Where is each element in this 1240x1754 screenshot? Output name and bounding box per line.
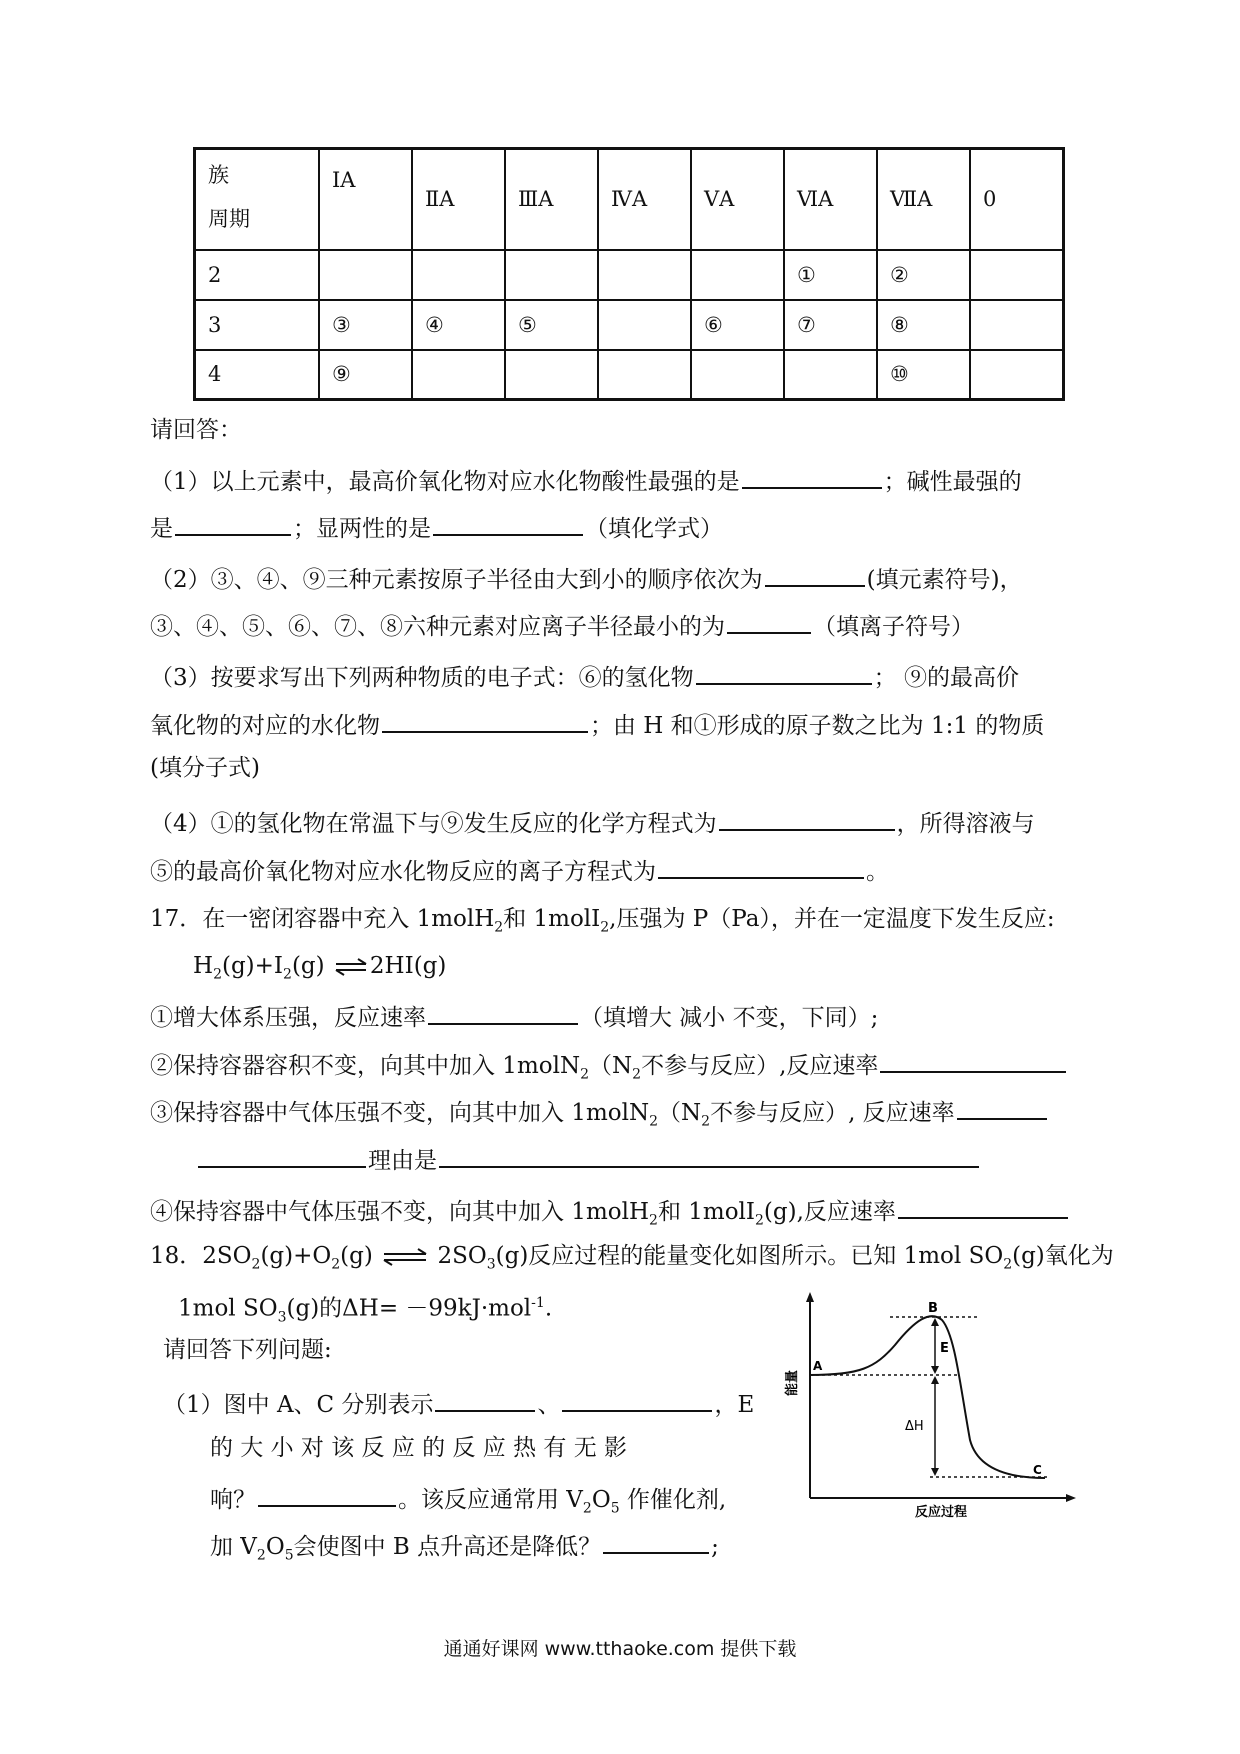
subscript: 2	[649, 1113, 659, 1130]
q16-p3-text: （3）按要求写出下列两种物质的电子式：⑥的氢化物	[150, 665, 694, 691]
subscript: 2	[649, 1212, 658, 1229]
superscript: -1	[531, 1295, 545, 1311]
subscript: 3	[277, 1309, 287, 1326]
x-axis-arrow-icon	[1066, 1494, 1076, 1502]
q17-item-text: （填增大 减小 不变，下同）;	[580, 1005, 879, 1031]
table-header-row	[195, 149, 1064, 250]
q18-p1-text: O	[591, 1487, 611, 1513]
answer-blank[interactable]	[898, 1193, 1068, 1219]
q16-part4-line1	[150, 805, 1035, 839]
table-cell	[970, 300, 1064, 350]
q17-item3-reason	[196, 1142, 981, 1176]
group-header: ⅦA	[877, 149, 970, 250]
group-header: ⅤA	[691, 149, 784, 250]
page-footer: 通通好课网 www.tthaoke.com 提供下载	[443, 1638, 797, 1660]
q17-item3	[150, 1094, 1049, 1137]
q17-item2	[150, 1047, 1068, 1090]
q17-item-text: 和 1molI	[657, 1199, 755, 1225]
q17-stem-text: ,压强为 P（Pa），并在一定温度下发生反应:	[609, 906, 1055, 932]
q16-part3-line3	[150, 753, 260, 783]
table-cell	[598, 350, 691, 400]
label-c: C	[1033, 1463, 1042, 1477]
q17-item-text: 理由是	[368, 1148, 437, 1174]
answer-blank[interactable]	[658, 853, 864, 879]
answer-blank[interactable]	[603, 1528, 709, 1554]
q16-p1-text: ；碱性最强的	[883, 469, 1022, 495]
table-cell: ④	[412, 300, 505, 350]
equilibrium-arrow-icon	[334, 958, 368, 976]
table-cell: ⑥	[691, 300, 784, 350]
subscript: 2	[580, 1066, 590, 1083]
q17-item-text: (g),反应速率	[763, 1199, 896, 1225]
q18-stem-text: (g)氧化为	[1012, 1243, 1114, 1269]
equation-text: (g)+I	[221, 953, 284, 979]
q16-p1-text: 是	[150, 516, 173, 542]
q18-p1-text: （1）图中 A、C 分别表示	[163, 1392, 434, 1418]
subscript: 2	[213, 966, 222, 983]
q16-p1-text: ；显两性的是	[293, 516, 431, 542]
corner-period-label: 周期	[208, 207, 250, 232]
e-arrow-up-icon	[931, 1318, 939, 1326]
q17-stem-text: 17．在一密闭容器中充入 1molH	[150, 906, 495, 932]
q16-part1-line1	[150, 463, 1022, 497]
q17-item-text: （N	[658, 1100, 702, 1126]
subscript: 5	[610, 1500, 620, 1517]
table-cell: ⑨	[319, 350, 412, 400]
table-cell	[598, 300, 691, 350]
answer-blank[interactable]	[696, 659, 872, 685]
period-cell: 4	[195, 350, 320, 400]
table-cell: ⑧	[877, 300, 970, 350]
q17-item-text: 不参与反应）, 反应速率	[710, 1100, 955, 1126]
table-cell: ⑦	[784, 300, 877, 350]
period-cell: 3	[195, 300, 320, 350]
table-cell	[412, 250, 505, 300]
answer-blank[interactable]	[428, 999, 578, 1025]
q16-p1-text: （1）以上元素中，最高价氧化物对应水化物酸性最强的是	[150, 469, 740, 495]
group-header: ⅣA	[598, 149, 691, 250]
group-header: ⅡA	[412, 149, 505, 250]
subscript: 2	[632, 1066, 642, 1083]
corner-group-label: 族	[208, 163, 229, 188]
q17-stem-text: 和 1molI	[503, 906, 601, 932]
subscript: 2	[256, 1547, 266, 1564]
q18-stem-text: (g)+O	[260, 1243, 332, 1269]
q18-part1-line1	[163, 1386, 754, 1420]
table-row	[195, 300, 1064, 350]
equation-text: 2HI(g)	[369, 953, 447, 979]
answer-blank[interactable]	[435, 1386, 535, 1412]
dh-arrow-up-icon	[931, 1376, 939, 1384]
q16-p3-text: ； ⑨的最高价	[873, 665, 1019, 691]
subscript: 2	[1003, 1256, 1013, 1273]
q17-item-text: ①增大体系压强，反应速率	[150, 1005, 426, 1031]
q18-p1-text: ;	[711, 1534, 719, 1560]
q17-stem	[150, 904, 1055, 943]
q17-item-text: （N	[589, 1053, 633, 1079]
table-cell	[970, 250, 1064, 300]
subscript: 2	[600, 919, 610, 936]
q18-p1-text: 作催化剂,	[619, 1487, 727, 1513]
table-row	[195, 350, 1064, 400]
q18-stem-text: (g)	[340, 1243, 373, 1269]
q17-item-text: 不参与反应）,反应速率	[641, 1053, 879, 1079]
q18-stem-text: 1mol SO	[178, 1295, 278, 1322]
answer-blank[interactable]	[382, 707, 588, 733]
subscript: 2	[494, 919, 504, 936]
q16-p4-text: （4）①的氢化物在常温下与⑨发生反应的化学方程式为	[150, 811, 717, 837]
subscript: 2	[582, 1500, 592, 1517]
dh-arrow-down-icon	[931, 1468, 939, 1476]
answer-blank[interactable]	[433, 510, 583, 536]
subscript: 2	[331, 1256, 341, 1273]
answer-blank[interactable]	[175, 510, 291, 536]
q16-p2-text: ③、④、⑤、⑥、⑦、⑧六种元素对应离子半径最小的为	[150, 614, 725, 640]
table-cell	[505, 250, 598, 300]
q17-equation	[193, 951, 446, 990]
table-cell: ②	[877, 250, 970, 300]
table-cell: ①	[784, 250, 877, 300]
q18-stem-text: (g)的ΔH= －99kJ·mol	[286, 1295, 532, 1322]
group-header: 0	[970, 149, 1064, 250]
table-cell	[784, 350, 877, 400]
q18-stem-line1	[150, 1241, 1114, 1280]
q16-intro-text: 请回答：	[150, 417, 242, 443]
y-axis-arrow-icon	[806, 1292, 814, 1302]
answer-blank[interactable]	[765, 561, 865, 587]
y-axis-label: 能量	[785, 1369, 800, 1396]
q18-p1-text: 会使图中 B 点升高还是降低？	[293, 1534, 602, 1560]
answer-blank[interactable]	[742, 463, 882, 489]
q18-stem-text: .	[544, 1295, 553, 1322]
q16-part3-line2	[150, 707, 1044, 741]
table-cell: ⑩	[877, 350, 970, 400]
q16-intro	[150, 415, 242, 445]
label-delta-h: ΔH	[905, 1419, 924, 1434]
q16-p2-text: （填离子符号）	[813, 614, 974, 640]
q16-part2-line1	[150, 561, 1023, 595]
period-cell: 2	[195, 250, 320, 300]
label-e: E	[940, 1341, 949, 1356]
q16-p4-text: ，所得溶液与	[896, 811, 1035, 837]
table-cell	[691, 350, 784, 400]
q18-stem-text: 18．2SO	[150, 1243, 252, 1269]
q18-stem-text: (g)反应过程的能量变化如图所示。已知 1mol SO	[495, 1243, 1004, 1269]
q17-item-text: ④保持容器中气体压强不变，向其中加入 1molH	[150, 1199, 650, 1225]
table-cell	[970, 350, 1064, 400]
subscript: 2	[701, 1113, 711, 1130]
equilibrium-arrow-icon	[382, 1248, 428, 1266]
q16-p2-text: (填元素符号)，	[866, 567, 1023, 593]
q16-part4-line2	[150, 853, 889, 887]
q18-intro-text: 请回答下列问题:	[163, 1337, 332, 1363]
q18-p1-text: 。该反应通常用 V	[398, 1487, 583, 1513]
q18-p1-text: 的 大 小 对 该 反 应 的 反 应 热 有 无 影	[210, 1435, 628, 1461]
answer-blank[interactable]	[727, 608, 811, 634]
q16-p3-text: ；由 H 和①形成的原子数之比为 1:1 的物质	[590, 713, 1045, 739]
q16-part1-line2	[150, 510, 723, 544]
q16-p3-text: 氧化物的对应的水化物	[150, 713, 380, 739]
e-arrow-down-icon	[931, 1366, 939, 1374]
answer-blank[interactable]	[258, 1481, 396, 1507]
answer-blank[interactable]	[719, 805, 895, 831]
q18-p1-text: 加 V	[210, 1534, 257, 1560]
q18-stem-text: 2SO	[437, 1243, 487, 1269]
q17-item-text: ②保持容器容积不变，向其中加入 1molN	[150, 1053, 581, 1079]
q18-part1-line4	[210, 1528, 719, 1571]
energy-curve	[810, 1316, 1045, 1478]
table-cell: ⑤	[505, 300, 598, 350]
table-cell	[598, 250, 691, 300]
subscript: 2	[283, 966, 292, 983]
q16-p2-text: （2）③、④、⑨三种元素按原子半径由大到小的顺序依次为	[150, 567, 763, 593]
q17-item1	[150, 999, 878, 1033]
answer-blank[interactable]	[562, 1386, 712, 1412]
table-corner-cell	[195, 149, 320, 250]
q18-stem-line2	[178, 1288, 552, 1332]
group-header: ⅥA	[784, 149, 877, 250]
label-b: B	[928, 1301, 938, 1316]
subscript: 2	[754, 1212, 764, 1229]
q16-p4-text: ⑤的最高价氧化物对应水化物反应的离子方程式为	[150, 859, 656, 885]
subscript: 5	[284, 1547, 294, 1564]
q16-p3-text: (填分子式)	[150, 755, 260, 781]
group-header: ⅠA	[319, 149, 412, 250]
label-a: A	[813, 1359, 823, 1373]
periodic-table	[193, 147, 1065, 401]
q16-p1-text: （填化学式）	[585, 516, 723, 542]
energy-diagram	[780, 1290, 1080, 1520]
answer-blank[interactable]	[439, 1142, 979, 1168]
subscript: 2	[251, 1256, 261, 1273]
table-row	[195, 250, 1064, 300]
table-cell	[412, 350, 505, 400]
subscript: 3	[486, 1256, 496, 1273]
q18-part1-line3	[210, 1481, 726, 1524]
group-header: ⅢA	[505, 149, 598, 250]
q18-p1-text: O	[265, 1534, 285, 1560]
q17-item-text: ③保持容器中气体压强不变，向其中加入 1molN	[150, 1100, 650, 1126]
answer-blank[interactable]	[880, 1047, 1066, 1073]
q18-part1-line2	[210, 1433, 627, 1463]
answer-blank[interactable]	[198, 1142, 366, 1168]
table-cell: ③	[319, 300, 412, 350]
equation-text: (g)	[291, 953, 325, 979]
q16-part3-line1	[150, 659, 1019, 693]
x-axis-label: 反应过程	[915, 1505, 968, 1520]
q18-intro	[163, 1335, 332, 1365]
q18-p1-text: 响？	[210, 1487, 256, 1513]
q17-item4	[150, 1193, 1070, 1236]
table-cell	[505, 350, 598, 400]
table-cell	[691, 250, 784, 300]
q16-p4-text: 。	[866, 859, 889, 885]
q18-p1-text: ，E	[714, 1392, 755, 1418]
answer-blank[interactable]	[957, 1094, 1047, 1120]
table-cell	[319, 250, 412, 300]
q18-p1-text: 、	[537, 1392, 561, 1418]
q16-part2-line2	[150, 608, 974, 642]
equation-text: H	[193, 953, 214, 979]
